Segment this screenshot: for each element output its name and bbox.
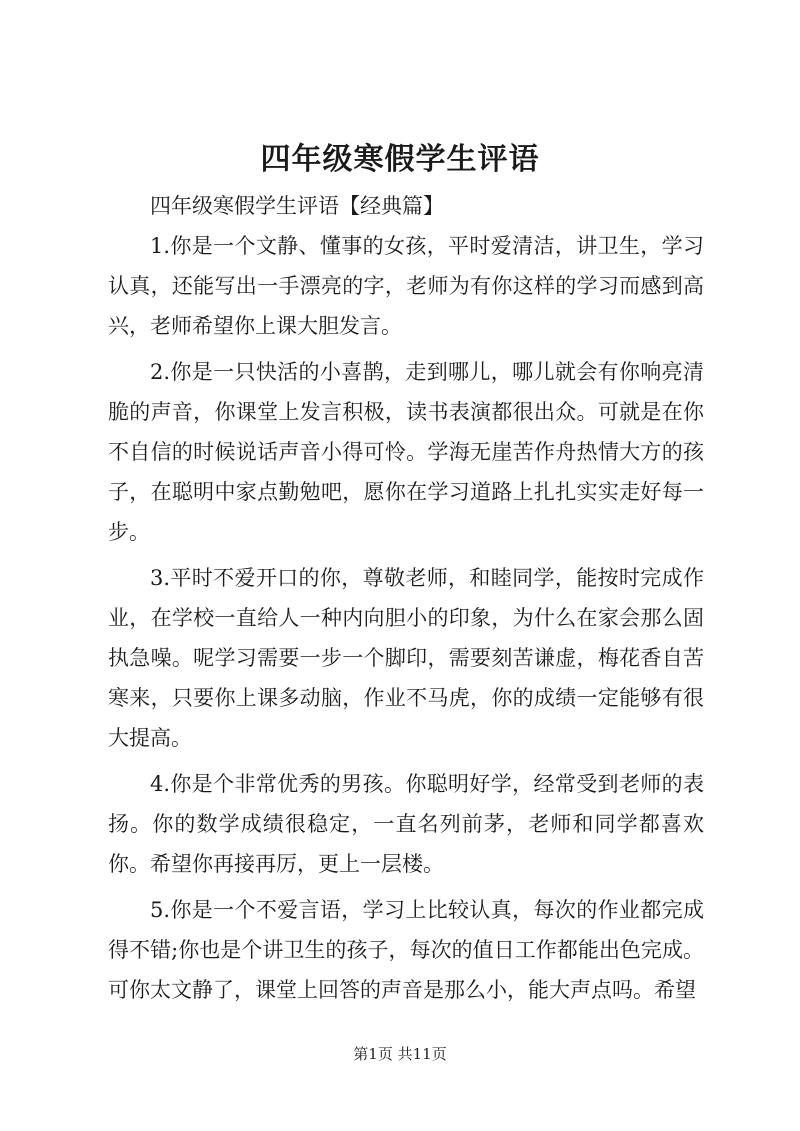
paragraph-4: 4.你是个非常优秀的男孩。你聪明好学，经常受到老师的表扬。你的数学成绩很稳定，一直名列前茅，老师和同学都喜欢你。希望你再接再厉，更上一层楼。 [108, 772, 704, 876]
paragraph-1: 1.你是一个文静、懂事的女孩，平时爱清洁，讲卫生，学习认真，还能写出一手漂亮的字，老师为有你这样的学习而感到高兴，老师希望你上课大胆发言。 [108, 234, 704, 338]
paragraph-2: 2.你是一只快活的小喜鹊，走到哪儿，哪儿就会有你响亮清脆的声音，你课堂上发言积极，读书表演都很出众。可就是在你不自信的时候说话声音小得可怜。学海无崖苦作舟热情大方的孩子，在聪明中家点勤勉吧，愿你在学习道路上扎扎实实走好每一步。 [108, 360, 704, 544]
document-subtitle: 四年级寒假学生评语【经典篇】 [150, 194, 444, 218]
paragraph-3: 3.平时不爱开口的你，尊敬老师，和睦同学，能按时完成作业，在学校一直给人一种内向胆小的印象，为什么在家会那么固执急噪。呢学习需要一步一个脚印，需要刻苦谦虚，梅花香自苦寒来，只要你上课多动脑，作业不马虎，你的成绩一定能够有很大提高。 [108, 566, 704, 750]
document-body [108, 186, 704, 1016]
paragraph-5: 5.你是一个不爱言语，学习上比较认真，每次的作业都完成得不错;你也是个讲卫生的孩子，每次的值日工作都能出色完成。可你太文静了，课堂上回答的声音是那么小，能大声点吗。希望 [108, 898, 704, 1002]
document-title: 四年级寒假学生评语 [260, 142, 540, 177]
page-number-footer: 第1页 共11页 [353, 1045, 447, 1063]
